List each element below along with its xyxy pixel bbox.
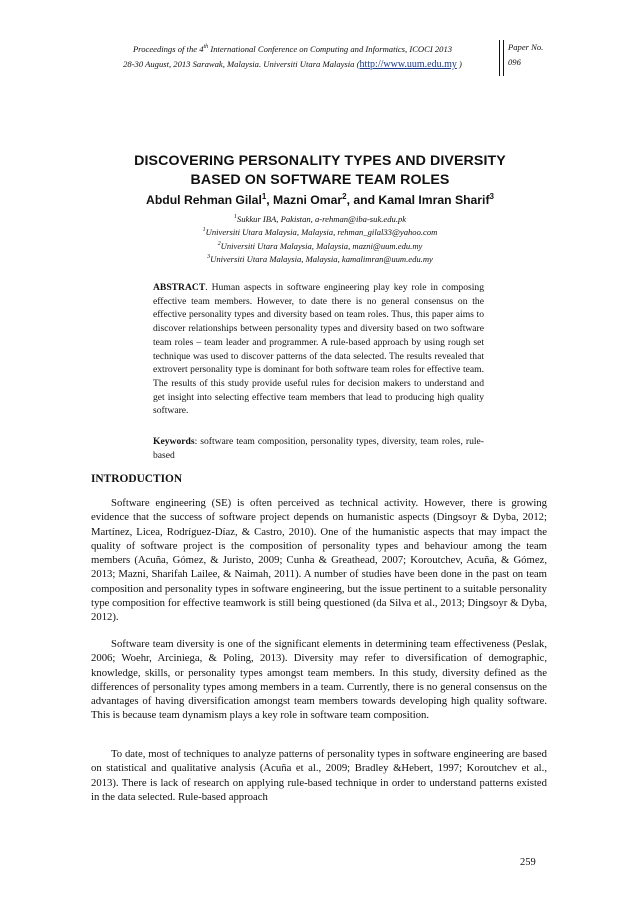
conference-location-close: ) bbox=[456, 58, 462, 69]
conference-info bbox=[90, 40, 495, 72]
conference-location: 28-30 August, 2013 Sarawak, Malaysia. Universiti Utara Malaysia ( bbox=[123, 58, 360, 69]
affiliation-sup: 3 bbox=[207, 254, 211, 261]
affiliation-text: Sukkur IBA, Pakistan, a-rehman@iba-suk.edu.pk bbox=[236, 213, 407, 224]
title-line-1: DISCOVERING PERSONALITY TYPES AND DIVERSITY bbox=[134, 153, 506, 169]
author-3: , and Kamal Imran Sharif bbox=[346, 193, 490, 208]
affiliation-sup: 1 bbox=[202, 227, 206, 234]
body-paragraph: Software engineering (SE) is often perceived as technical activity. However, there is growing evidence that the success of software project depends on humanistic aspects (Dingsoyr & Dyba, 2012; Martínez, Licea, Rodríguez-Díaz, & Castro, 2010). One of the humanistic aspects that may impact the quality of software project is the composition of personality types and behaviour among the team members (Acuña, Gómez, & Juristo, 2009; Cunha & Greathead, 2007; Koroutchev, Acuña, & Gómez, 2013; Mazni, Sharifah Lailee, & Naimah, 2011). A number of studies have been done in the past on team composition and personality types in software engineering, but the issue pertinent to a suitable personality type composition for effective teamwork is still being questioned (da Silva et al., 2013; Dingsoyr & Dyba, 2012). bbox=[91, 497, 547, 623]
keywords-text: : software team composition, personality types, diversity, team roles, rule-based bbox=[153, 436, 484, 461]
header-divider bbox=[499, 40, 504, 76]
conference-name-rest: International Conference on Computing and Informatics, ICOCI 2013 bbox=[208, 43, 453, 54]
author-1: Abdul Rehman Gilal bbox=[146, 193, 262, 208]
keywords bbox=[153, 435, 484, 462]
author-2: , Mazni Omar bbox=[266, 193, 343, 208]
author-3-sup: 3 bbox=[489, 192, 494, 201]
keywords-label: Keywords bbox=[153, 436, 195, 447]
paper-title bbox=[90, 152, 550, 190]
ordinal-superscript: th bbox=[203, 44, 209, 50]
paper-number-box bbox=[508, 40, 543, 70]
affiliation-line bbox=[90, 239, 550, 252]
affiliation-sup: 1 bbox=[233, 214, 237, 220]
paper-number-label: Paper No. bbox=[508, 42, 544, 52]
abstract bbox=[153, 281, 484, 418]
author-1-sup: 1 bbox=[261, 192, 267, 201]
conference-line-1 bbox=[90, 40, 495, 57]
page-number: 259 bbox=[520, 857, 536, 868]
affiliation-line bbox=[90, 212, 550, 225]
affiliation-line bbox=[90, 225, 550, 238]
abstract-label: ABSTRACT bbox=[153, 282, 206, 293]
affiliation-text: Universiti Utara Malaysia, Malaysia, mazni@uum.edu.my bbox=[220, 240, 423, 251]
body-paragraph: Software team diversity is one of the significant elements in determining team effectiveness (Peslak, 2006; Woehr, Arciniega, & Poling, 2013). Diversity may refer to diversification of demographic, knowledge, skills, or personality types amongst team members. In this study, diversity defined as the differences of personality types among members in a team. Currently, there is no general consensus on the advantages of having diversification amongst team members towards developing high quality software. This is because team dynamism plays a key role in software team composition. bbox=[91, 638, 547, 722]
affiliations bbox=[90, 212, 550, 266]
author-list bbox=[90, 192, 550, 207]
affiliation-sup: 2 bbox=[217, 240, 221, 247]
abstract-text: . Human aspects in software engineering play key role in composing effective team members. However, to date there is no general consensus on the effective personality types and diversity based on team roles. Thus, this paper aims to discover relationships between personality types and diversity based on two software team roles – team leader and programmer. A rule-based approach by using rough set technique was used to discover patterns of the data selected. The results revealed that extrovert personality type is dominant for both software team roles for effective team. The results of this study provide useful rules for decision makers to understand and get insight into selecting effective team members that lead to producing high quality software. bbox=[153, 282, 484, 417]
author-2-sup: 2 bbox=[342, 192, 347, 201]
section-heading: INTRODUCTION bbox=[91, 473, 183, 485]
conference-name-part: Proceedings of the 4 bbox=[132, 43, 204, 54]
affiliation-text: Universiti Utara Malaysia, Malaysia, rehman_gilal33@yahoo.com bbox=[205, 227, 438, 238]
conference-line-2 bbox=[90, 57, 495, 72]
title-line-2: BASED ON SOFTWARE TEAM ROLES bbox=[190, 172, 450, 188]
body-paragraph: To date, most of techniques to analyze patterns of personality types in software engineering are based on statistical and qualitative analysis (Acuña et al., 2009; Bradley &Hebert, 1997; Koroutchev et al., 2013). There is lack of research on applying rule-based technique in order to understand patterns existed in the data selected. Rule-based approach bbox=[91, 748, 547, 803]
paper-number-value: 096 bbox=[508, 57, 521, 67]
affiliation-line bbox=[90, 252, 550, 265]
uum-link[interactable]: http://www.uum.edu.my bbox=[359, 58, 457, 70]
affiliation-text: Universiti Utara Malaysia, Malaysia, kamalimran@uum.edu.my bbox=[210, 254, 433, 265]
